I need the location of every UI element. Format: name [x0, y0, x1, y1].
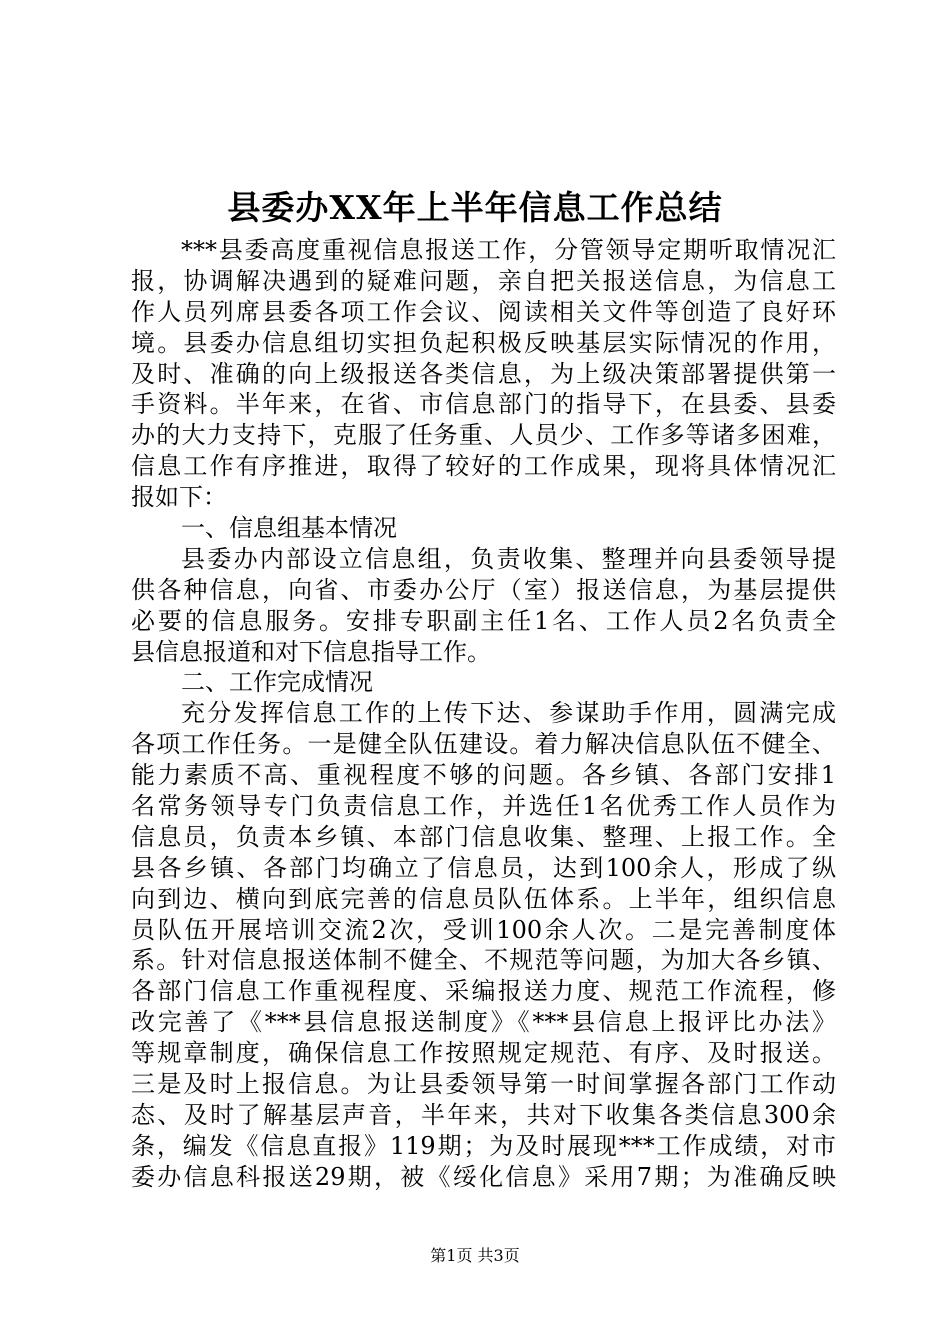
body-line: 能力素质不高、重视程度不够的问题。各乡镇、各部门安排1: [131, 761, 836, 790]
body-line: 员队伍开展培训交流2次，受训100余人次。二是完善制度体: [131, 915, 836, 944]
body-line: ***县委高度重视信息报送工作，分管领导定期听取情况汇: [181, 236, 836, 264]
body-line: 信息工作有序推进，取得了较好的工作成果，现将具体情况汇: [131, 452, 836, 481]
body-line: 名常务领导专门负责信息工作，并选任1名优秀工作人员作为: [131, 792, 836, 821]
body-line: 及时、准确的向上级报送各类信息，为上级决策部署提供第一: [131, 359, 836, 388]
document-body: [131, 235, 836, 1193]
body-line: 各部门信息工作重视程度、采编报送力度、规范工作流程，修: [131, 977, 836, 1006]
body-line: 条，编发《信息直报》119期；为及时展现***工作成绩，对市: [131, 1131, 836, 1160]
body-line: 信息员，负责本乡镇、本部门信息收集、整理、上报工作。全: [131, 822, 836, 851]
body-line: 报，协调解决遇到的疑难问题，亲自把关报送信息，为信息工: [131, 266, 836, 295]
body-line: 三是及时上报信息。为让县委领导第一时间掌握各部门工作动: [131, 1070, 836, 1099]
body-line: 充分发挥信息工作的上传下达、参谋助手作用，圆满完成: [181, 699, 836, 728]
body-line: 县委办内部设立信息组，负责收集、整理并向县委领导提: [181, 544, 836, 573]
page-number: 第1页 共3页: [430, 1246, 520, 1265]
body-line: 委办信息科报送29期，被《绥化信息》采用7期；为准确反映: [131, 1162, 836, 1191]
body-line: 等规章制度，确保信息工作按照规定规范、有序、及时报送。: [131, 1039, 836, 1068]
body-line: 办的大力支持下，克服了任务重、人员少、工作多等诸多困难，: [131, 421, 836, 450]
body-line: 系。针对信息报送体制不健全、不规范等问题，为加大各乡镇、: [131, 946, 836, 975]
body-line: 必要的信息服务。安排专职副主任1名、工作人员2名负责全: [131, 606, 836, 635]
body-line: 向到边、横向到底完善的信息员队伍体系。上半年，组织信息: [131, 884, 836, 913]
body-line: 作人员列席县委各项工作会议、阅读相关文件等创造了良好环: [131, 297, 836, 326]
page-footer: [0, 1244, 950, 1268]
document-title: 县委办XX年上半年信息工作总结: [227, 188, 723, 227]
body-line: 供各种信息，向省、市委办公厅（室）报送信息，为基层提供: [131, 575, 836, 604]
body-line: 各项工作任务。一是健全队伍建设。着力解决信息队伍不健全、: [131, 730, 836, 759]
body-line: 县信息报道和对下信息指导工作。: [131, 637, 491, 666]
section-heading: 二、工作完成情况: [181, 668, 373, 697]
section-heading: 一、信息组基本情况: [181, 514, 397, 543]
body-line: 境。县委办信息组切实担负起积极反映基层实际情况的作用，: [131, 328, 836, 357]
body-line: 改完善了《***县信息报送制度》《***县信息上报评比办法》: [131, 1008, 836, 1037]
body-line: 手资料。半年来，在省、市信息部门的指导下，在县委、县委: [131, 390, 836, 419]
body-line: 态、及时了解基层声音，半年来，共对下收集各类信息300余: [131, 1100, 836, 1129]
body-line: 报如下：: [131, 483, 227, 512]
body-line: 县各乡镇、各部门均确立了信息员，达到100余人，形成了纵: [131, 853, 836, 882]
